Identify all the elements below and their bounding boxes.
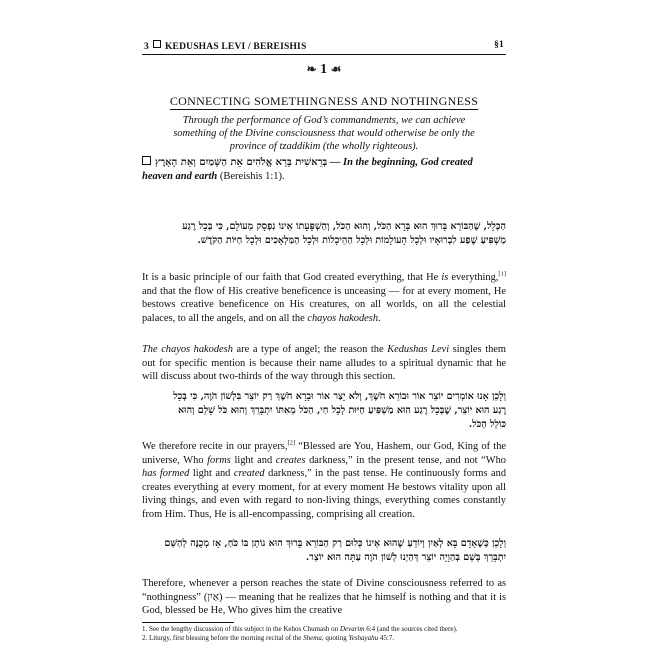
verse-citation: (Bereishis 1:1).: [217, 171, 285, 182]
footnote-2: 2. Liturgy, first blessing before the morning recital of the Shema, quoting Yeshayahu 45:7.: [142, 634, 395, 642]
hebrew-text-block-3: וְלָכֵן כְּשֶׁאָדָם בָּא לְאַיִן וְיוֹדֵעַ שֶׁהוּא אֵינוֹ כְּלוּם רַק הַבּוֹרֵא בָּרוּךְ הוּא נוֹתֵן בּוֹ כֹּחַ, אָז מְכֻנֶּה לְהַשֵּׁם יִתְבָּרֵךְ בְּשֵׁם בְּהַוָיָה יוֹצֵר דְּהַיְנוּ לְשׁוֹן הֹוֶה עַתָּה הוּא יוֹצֵר.: [164, 538, 506, 563]
footnote-ref-2: [2]: [287, 439, 296, 447]
paragraph-3: We therefore recite in our prayers,[2] “Blessed are You, Hashem, our God, King of the universe, Who forms light and creates darkness,” in the present tense, and not “Who has formed light and created darkness,” in the past tense. He continuously forms and creates everything at every moment, for at every moment He bestows vitality upon all living things, and even with regard to non-living things, everything comes constantly from Him. Thus, He is all-encompassing, comprising all creation.: [142, 439, 507, 520]
chapter-number: 1: [320, 62, 328, 77]
verse-english: In the beginning, God created heaven and earth: [142, 157, 473, 182]
footnote-1: 1. See the lengthy discussion of this subject in the Kehos Chumash on Devarim 6:4 (and the sources cited there).: [142, 625, 458, 633]
running-title: KEDUSHAS LEVI / BEREISHIS: [164, 42, 307, 52]
footnote-ref-1: [1]: [498, 270, 506, 278]
paragraph-1: It is a basic principle of our faith that God created everything, that He is everything,[1] and that the flow of His creative beneficence is unceasing — for at every moment, He bestows creative beneficence on His creatures, on all worlds, on all the celestial palaces, to all the angels, and on all the chayos hakodesh.: [142, 270, 506, 324]
verse-dash: —: [327, 157, 343, 168]
checkbox-square-icon: [142, 156, 151, 165]
hebrew-text-block-2: וְלָכֵן אָנוּ אוֹמְרִים יוֹצֵר אוֹר וּבוֹרֵא חֹשֶׁךְ, וְלֹא יָצַר אוֹר וּבָרָא חֹשֶׁךְ רַק יוֹצֵר בִּלְשׁוֹן הֹוֶה, כִּי בְּכָל רֶגַע הוּא יוֹצֵר, שֶׁבְּכָל רֶגַע הוּא מַשְׁפִּיעַ חַיּוּת לְכָל חַי, הַכֹּל מֵאִתּוֹ יִתְבָּרֵךְ וְהוּא כֹּל שָׁלֵם וְהוּא כּוֹלֵל הַכֹּל.: [173, 391, 506, 430]
header-left: [144, 40, 306, 52]
book-page: [142, 32, 506, 640]
section-mark: §1: [494, 40, 504, 50]
verse-hebrew: בְּרֵאשִׁית בָּרָא אֱלֹהִים אֵת הַשָּׁמַיִם וְאֵת הָאָרֶץ: [155, 157, 328, 168]
running-header: [142, 40, 506, 54]
header-rule: [142, 54, 506, 55]
paragraph-4: Therefore, whenever a person reaches the state of Divine consciousness referred to as “nothingness” (אַיִן) — meaning that he realizes that he himself is nothing and that it is God, blessed be He, Who gives him the creative: [142, 578, 506, 616]
hebrew-text-block-1: הַכְּלָל, שֶׁהַבּוֹרֵא בָּרוּךְ הוּא בָּרָא הַכֹּל, וְהוּא הַכֹּל, וְהַשְׁפָּעָתוֹ אֵינוֹ נִפְסָק מֵעוֹלָם, כִּי בְּכָל רֶגַע מַשְׁפִּיעַ שֶׁפַע לִבְרוּאָיו וּלְכָל הָעוֹלָמוֹת וּלְכָל הַהֵיכָלוֹת וּלְכָל הַמַּלְאָכִים וּלְכָל חַיּוֹת הַקֹּדֶשׁ.: [182, 221, 506, 246]
chapter-number-line: [142, 62, 506, 78]
chapter-title: CONNECTING SOMETHINGNESS AND NOTHINGNESS: [169, 94, 479, 108]
paragraph-2: The chayos hakodesh are a type of angel; the reason the Kedushas Levi singles them out for specific mention is because their name alludes to a spiritual dynamic that he will discuss about two-thirds of the way through this section.: [142, 344, 506, 382]
right-flourish-icon: ☙: [330, 62, 342, 76]
footnotes: [142, 625, 506, 643]
footnote-rule: [142, 622, 234, 623]
page-number: 3: [144, 42, 149, 52]
verse-heading: [142, 156, 506, 184]
left-flourish-icon: ❧: [306, 62, 317, 76]
square-ornament-icon: [153, 40, 161, 48]
chapter-intro: Through the performance of God’s commandments, we can achieve something of the Divine consciousness that would otherwise be only the province of tzaddikim (the wholly righteous).: [173, 115, 475, 152]
